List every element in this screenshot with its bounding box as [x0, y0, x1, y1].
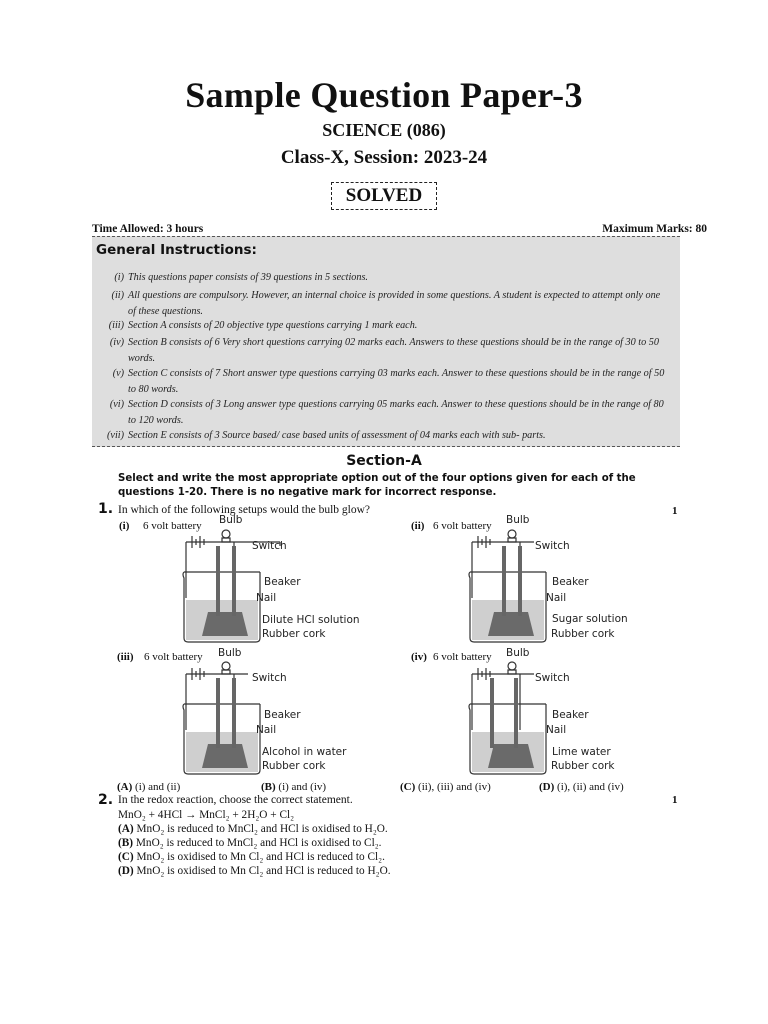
option-label: (B) [261, 781, 276, 793]
class-session: Class-X, Session: 2023-24 [280, 147, 488, 168]
instruction-text: Section E consists of 3 Source based/ case based units of assessment of 04 marks each with sub- parts. [128, 430, 546, 441]
instruction-number: (ii) [111, 290, 124, 301]
switch-label: Switch [535, 540, 570, 552]
option-label: (D) [118, 865, 134, 877]
option-d[interactable] [539, 781, 624, 793]
option-label: (A) [117, 781, 133, 793]
beaker-label: Beaker [552, 576, 589, 588]
option-label: (C) [118, 851, 134, 863]
option-label: (A) [118, 823, 134, 835]
instruction-number: (i) [114, 272, 124, 283]
section-note: Select and write the most appropriate option out of the four options given for each of the questions 1-20. There is no negative mark for incorrect response. [118, 473, 636, 498]
switch-label: Switch [252, 672, 287, 684]
bulb-label: Bulb [506, 514, 530, 526]
battery-label: 6 volt battery [144, 651, 203, 663]
option-text: MnO₂ is oxidised to Mn Cl₂ and HCl is reduced to Cl₂. [136, 851, 385, 863]
question-marks: 1 [672, 794, 678, 806]
option-text: (i) and (ii) [135, 781, 181, 793]
option-text: MnO₂ is oxidised to Mn Cl₂ and HCl is reduced to H₂O. [136, 865, 391, 877]
option-a[interactable] [117, 781, 180, 793]
option-label: (D) [539, 781, 555, 793]
bulb-label: Bulb [218, 647, 242, 659]
option-b[interactable] [261, 781, 326, 793]
question-text: In the redox reaction, choose the correct statement. [118, 794, 353, 806]
option-b[interactable] [118, 836, 381, 850]
instruction-number: (vii) [107, 430, 124, 441]
beaker-label: Beaker [552, 709, 589, 721]
option-c[interactable] [118, 850, 385, 864]
beaker-label: Beaker [264, 576, 301, 588]
battery-label: 6 volt battery [143, 520, 202, 532]
option-text: MnO₂ is reduced to MnCl₂ and HCl is oxidised to Cl₂. [135, 837, 382, 849]
setup-number: (i) [119, 520, 130, 532]
instructions-heading: General Instructions: [96, 242, 257, 258]
option-text: (i), (ii) and (iv) [557, 781, 624, 793]
nail-label: Nail [256, 724, 277, 736]
cork-label: Rubber cork [551, 760, 615, 772]
setup-number: (iii) [117, 651, 134, 663]
setup-number: (ii) [411, 520, 425, 532]
solved-badge: SOLVED [331, 182, 437, 210]
section-heading: Section-A [346, 453, 422, 469]
instruction-number: (vi) [109, 399, 124, 410]
solution-label: Alcohol in water [262, 746, 347, 758]
paper-title: Sample Question Paper-3 [185, 75, 583, 115]
nail-label: Nail [546, 592, 567, 604]
nail-label: Nail [256, 592, 277, 604]
option-text: (i) and (iv) [278, 781, 327, 793]
subject-title: SCIENCE (086) [322, 120, 446, 140]
setup-number: (iv) [411, 651, 427, 663]
reaction-equation: MnO₂ + 4HCl → MnCl₂ + 2H₂O + Cl₂ [118, 809, 295, 821]
battery-label: 6 volt battery [433, 651, 492, 663]
option-a[interactable] [118, 822, 388, 836]
instruction-number: (iii) [108, 320, 124, 331]
option-c[interactable] [400, 781, 491, 793]
instruction-text: Section A consists of 20 objective type questions carrying 1 mark each. [128, 320, 418, 331]
solution-label: Lime water [552, 746, 611, 758]
instruction-text: All questions are compulsory. However, an internal choice is provided in some questions. A student is expected to attempt only one of these questions. [128, 290, 661, 317]
battery-label: 6 volt battery [433, 520, 492, 532]
nail-label: Nail [546, 724, 567, 736]
bulb-label: Bulb [506, 647, 530, 659]
instruction-text: Section D consists of 3 Long answer type questions carrying 05 marks each. Answer to these questions should be in the range of 80 to 120 words. [128, 399, 664, 426]
question-marks: 1 [672, 505, 678, 517]
instruction-text: Section B consists of 6 Very short questions carrying 02 marks each. Answers to these questions should be in the range of 30 to 50 words. [128, 337, 659, 364]
instruction-number: (v) [112, 368, 124, 379]
option-text: MnO₂ is reduced to MnCl₂ and HCl is oxidised to H₂O. [136, 823, 388, 835]
instruction-number: (iv) [109, 337, 124, 348]
cork-label: Rubber cork [551, 628, 615, 640]
option-label: (B) [118, 837, 134, 849]
switch-label: Switch [252, 540, 287, 552]
solution-label: Dilute HCl solution [262, 614, 360, 626]
cork-label: Rubber cork [262, 628, 326, 640]
switch-label: Switch [535, 672, 570, 684]
instruction-text: This questions paper consists of 39 questions in 5 sections. [128, 272, 368, 283]
question-text: In which of the following setups would the bulb glow? [118, 504, 371, 516]
beaker-label: Beaker [264, 709, 301, 721]
option-label: (C) [400, 781, 416, 793]
solution-label: Sugar solution [552, 613, 628, 625]
question-number: 2. [98, 792, 114, 808]
bulb-label: Bulb [219, 514, 243, 526]
maximum-marks: Maximum Marks: 80 [602, 223, 707, 235]
instruction-text: Section C consists of 7 Short answer type questions carrying 03 marks each. Answer to these questions should be in the range of 50 to 80 words. [128, 368, 665, 395]
question-number: 1. [98, 501, 114, 517]
cork-label: Rubber cork [262, 760, 326, 772]
option-text: (ii), (iii) and (iv) [418, 781, 491, 793]
option-d[interactable] [118, 864, 391, 878]
time-allowed: Time Allowed: 3 hours [92, 223, 204, 235]
